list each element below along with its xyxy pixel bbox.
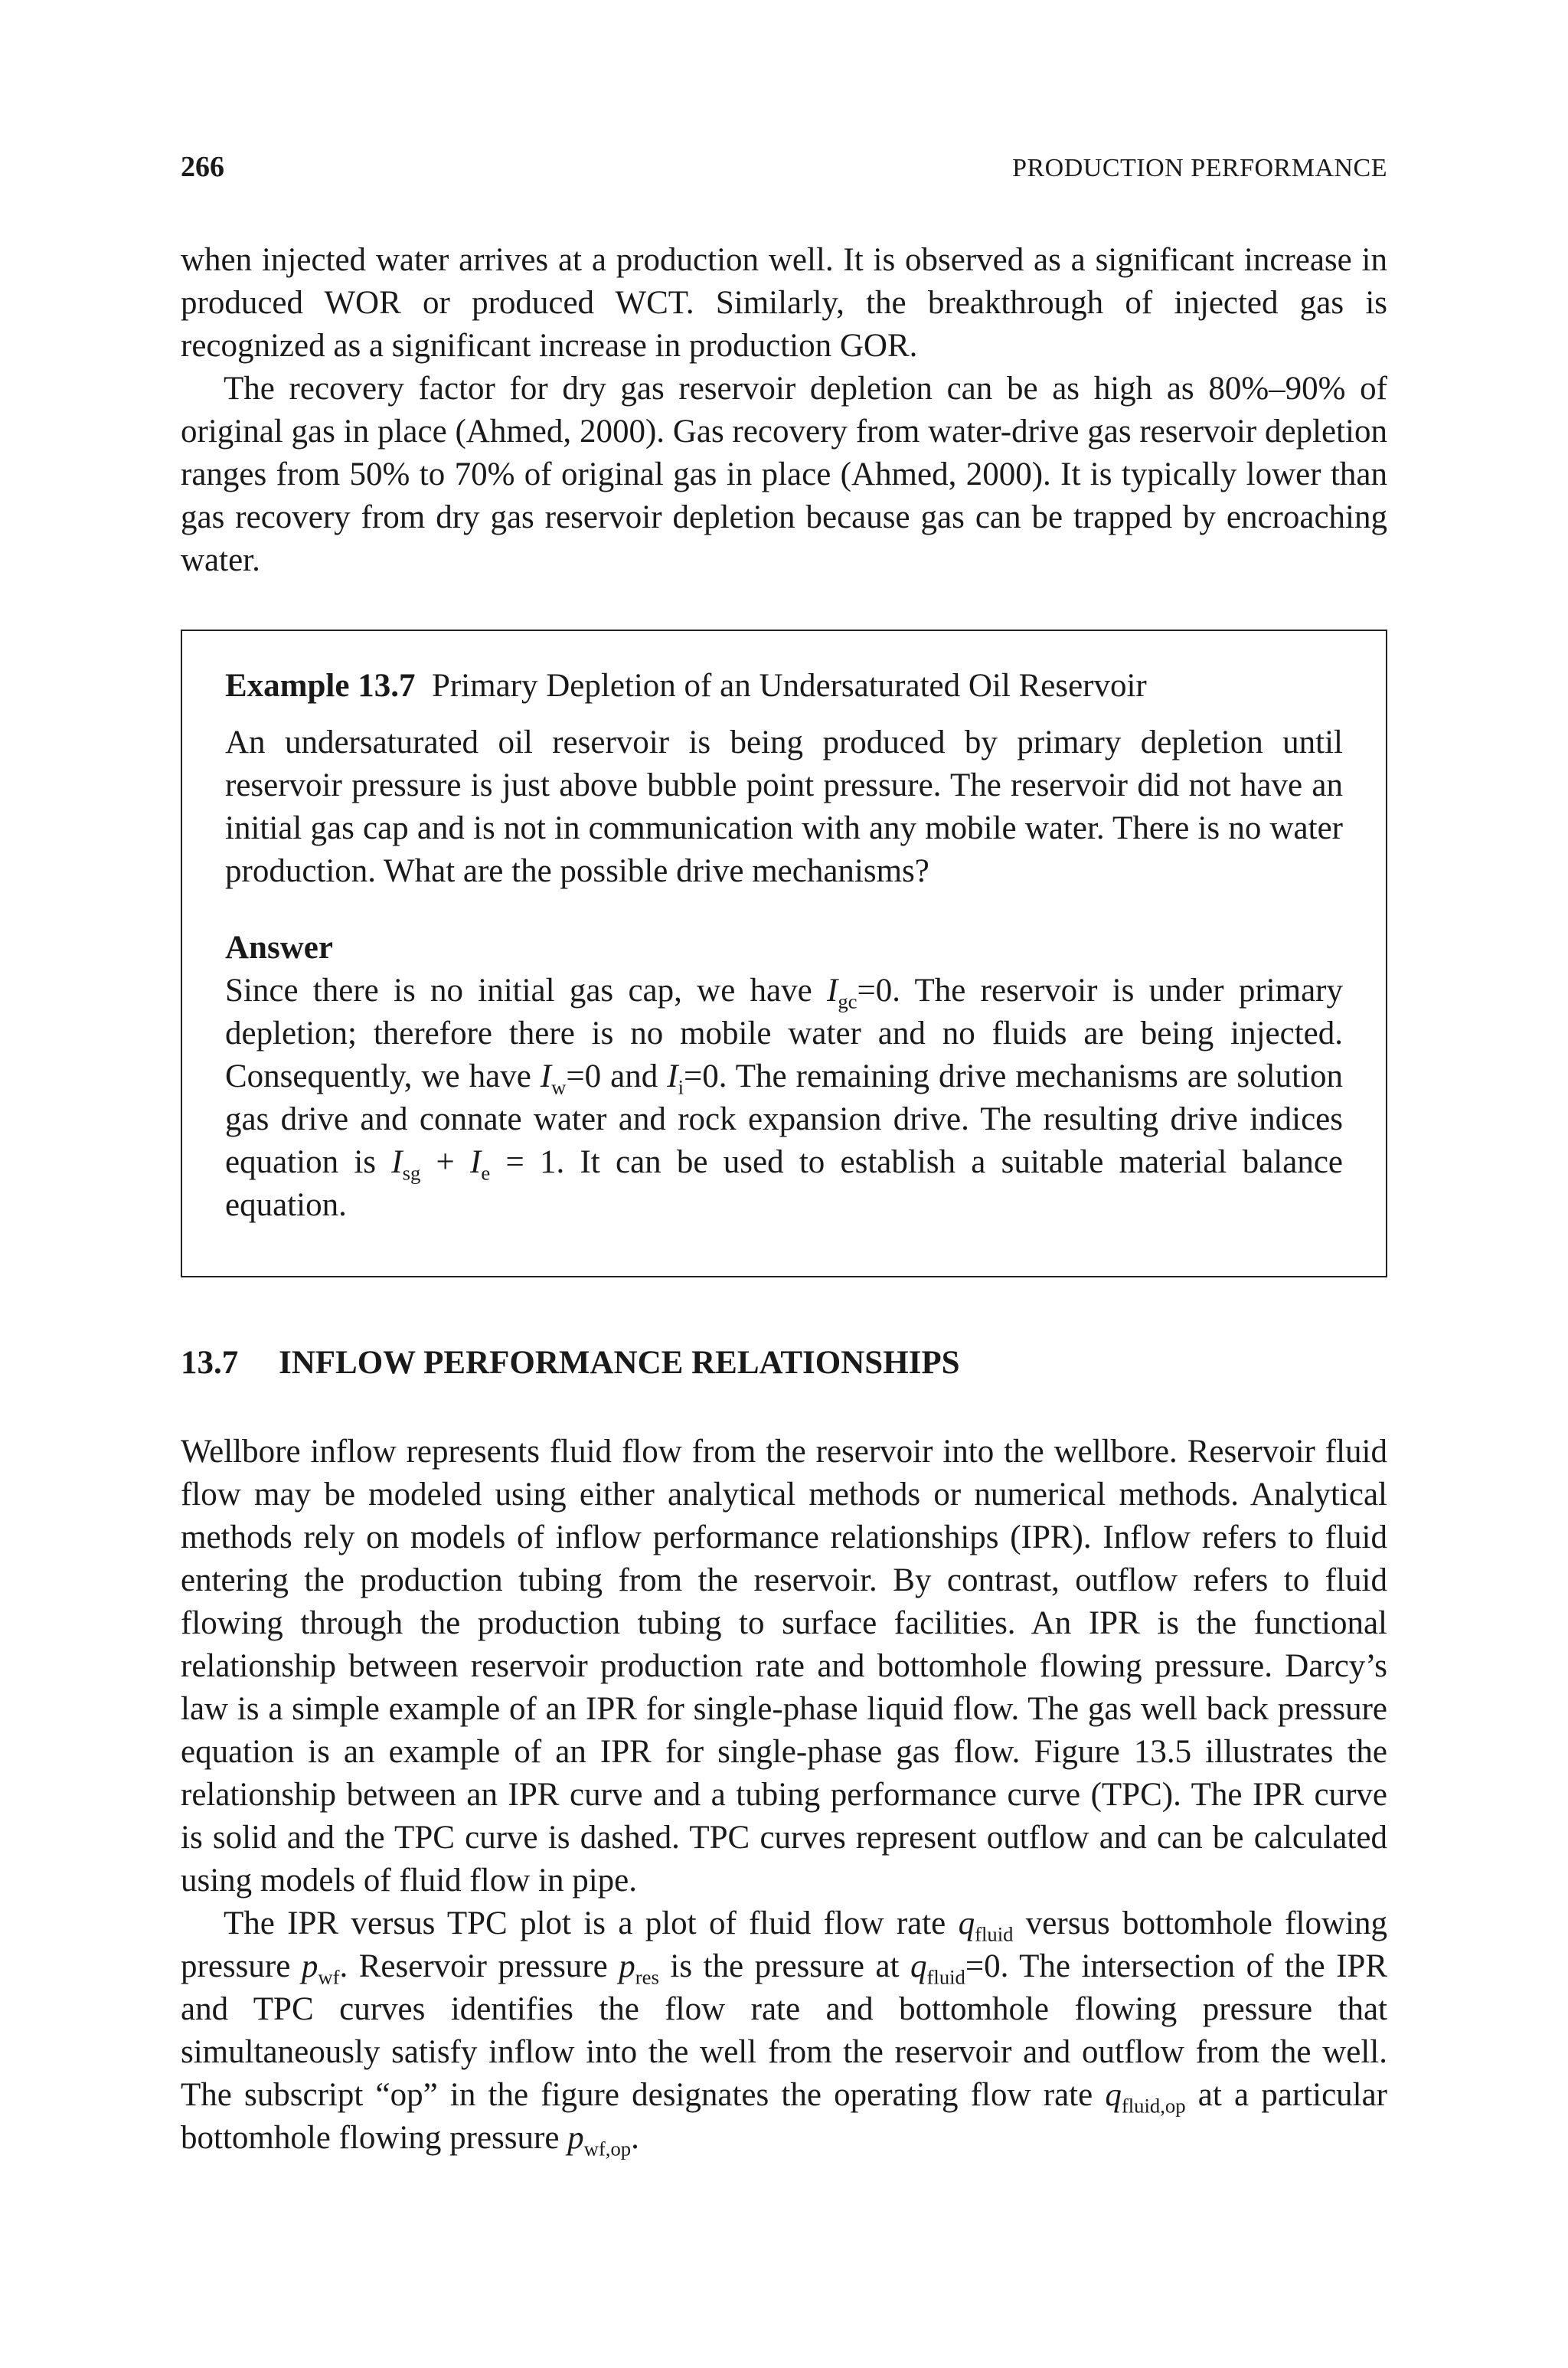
answer-heading: Answer	[225, 930, 333, 966]
section-heading	[181, 1342, 1387, 1385]
section-paragraph-1: Wellbore inflow represents fluid flow from the reservoir into the wellbore. Reservoir fluid flow may be modeled using either analytical methods or numerical methods. Analytical methods rely on models of inflow performance relationships (IPR). Inflow refers to fluid entering the production tubing from the reservoir. By contrast, outflow refers to fluid flowing through the production tubing to surface facilities. An IPR is the functional relationship between reservoir production rate and bottomhole flowing pressure. Darcy’s law is a simple example of an IPR for single-phase liquid flow. The gas well back pressure equation is an example of an IPR for single-phase gas flow. Figure 13.5 illustrates the relationship between an IPR curve and a tubing performance curve (TPC). The IPR curve is solid and the TPC curve is dashed. TPC curves represent outflow and can be calculated using models of fluid flow in pipe.	[181, 1434, 1387, 1899]
intro-paragraph-2: The recovery factor for dry gas reservoir depletion can be as high as 80%–90% of original gas in place (Ahmed, 2000). Gas recovery from water-drive gas reservoir depletion ranges from 50% to 70% of original gas in place (Ahmed, 2000). It is typically lower than gas recovery from dry gas reservoir depletion because gas can be trapped by encroaching water.	[181, 371, 1387, 578]
answer-text: Since there is no initial gas cap, we have $I_{gc}=0$. The reservoir is under primary depletion; therefore there is no mobile water and no fluids are being injected. Consequently, we have $I_w=0$ and $I_i=0$. The remaining drive mechanisms are solution gas drive and connate water and rock expansion drive. The resulting drive indices equation is $I_{sg} + I_e = 1$. It can be used to establish a suitable material balance equation.	[225, 973, 1344, 1223]
example-question: An undersaturated oil reservoir is being produced by primary depletion until reservoir pressure is just above bubble point pressure. The reservoir did not have an initial gas cap and is not in communication with any mobile water. There is no water production. What are the possible drive mechanisms?	[225, 724, 1343, 889]
running-title: PRODUCTION PERFORMANCE	[1012, 154, 1387, 182]
example-label: Example 13.7	[225, 668, 416, 704]
section-title: INFLOW PERFORMANCE RELATIONSHIPS	[279, 1345, 960, 1381]
intro-text	[181, 239, 1387, 582]
section-paragraph-2: The IPR versus TPC plot is a plot of fluid flow rate $q_{fluid}$ versus bottomhole flowing pressure $p_{wf}$. Reservoir pressure $p_{res}$ is the pressure at $q_{fluid}=0$. The intersection of the IPR and TPC curves identifies the flow rate and bottomhole flowing pressure that simultaneously satisfy inflow into the well from the reservoir and outflow from the well. The subscript “op” in the figure designates the operating flow rate $q_{fluid,op}$ at a particular bottomhole flowing pressure $p_{wf,op}$.	[181, 1905, 1388, 2160]
section-text	[181, 1431, 1387, 2160]
intro-paragraph-1: when injected water arrives at a production well. It is observed as a significant increase in produced WOR or produced WCT. Similarly, the breakthrough of injected gas is recognized as a significant increase in production GOR.	[181, 242, 1387, 364]
example-title	[225, 665, 1343, 708]
example-box	[181, 630, 1387, 1277]
page-number: 266	[181, 151, 224, 183]
section-number: 13.7	[181, 1345, 239, 1381]
running-head	[181, 150, 1387, 196]
example-content	[225, 665, 1343, 1227]
example-title-text: Primary Depletion of an Undersaturated Oil Reservoir	[431, 668, 1147, 704]
